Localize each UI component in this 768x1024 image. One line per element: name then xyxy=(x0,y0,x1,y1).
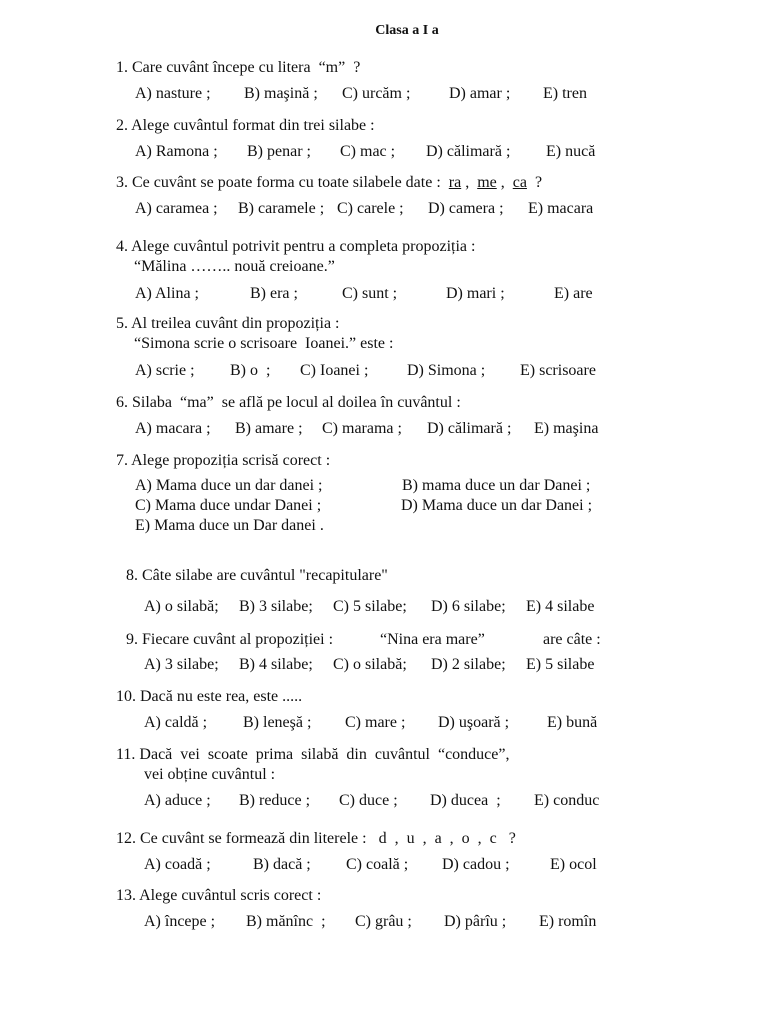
option-e: E) maşina xyxy=(534,420,599,437)
option-a: A) scrie ; xyxy=(135,362,195,379)
option-b: B) penar ; xyxy=(247,143,311,160)
option-c: C) Mama duce undar Danei ; xyxy=(135,497,322,514)
option-b: B) 4 silabe; xyxy=(239,656,313,673)
option-e: E) nucă xyxy=(546,143,596,160)
option-d: D) cadou ; xyxy=(442,856,510,873)
question-9-suffix: are câte : xyxy=(543,631,601,648)
option-c: C) carele ; xyxy=(337,200,404,217)
option-b: B) leneşă ; xyxy=(243,714,312,731)
option-d: D) 2 silabe; xyxy=(431,656,506,673)
option-d: D) călimară ; xyxy=(426,143,511,160)
option-d: D) mari ; xyxy=(446,285,505,302)
option-b: B) maşină ; xyxy=(244,85,318,102)
option-c: C) coală ; xyxy=(346,856,409,873)
question-11: 11. Dacă vei scoate prima silabă din cuvântul “conduce”, xyxy=(116,746,510,763)
option-e: E) macara xyxy=(528,200,594,217)
option-d: D) Mama duce un dar Danei ; xyxy=(401,497,593,514)
option-c: C) urcăm ; xyxy=(342,85,411,102)
option-d: D) călimară ; xyxy=(427,420,512,437)
option-b: B) caramele ; xyxy=(238,200,325,217)
option-e: E) 5 silabe xyxy=(526,656,595,673)
option-a: A) nasture ; xyxy=(135,85,211,102)
option-d: D) amar ; xyxy=(449,85,511,102)
question-4: 4. Alege cuvântul potrivit pentru a completa propoziția : xyxy=(116,238,476,255)
question-12: 12. Ce cuvânt se formează din literele : d , u , a , o , c ? xyxy=(116,830,516,847)
option-a: A) macara ; xyxy=(135,420,211,437)
page-title: Clasa a I a xyxy=(375,23,439,38)
option-d: D) camera ; xyxy=(428,200,504,217)
option-d: D) uşoară ; xyxy=(438,714,510,731)
question-1: 1. Care cuvânt începe cu litera “m” ? xyxy=(116,59,361,76)
question-7: 7. Alege propoziția scrisă corect : xyxy=(116,452,331,469)
option-d: D) ducea ; xyxy=(430,792,501,809)
option-a: A) Ramona ; xyxy=(135,143,218,160)
option-b: B) reduce ; xyxy=(239,792,311,809)
option-a: A) începe ; xyxy=(144,913,216,930)
question-11-line2: vei obține cuvântul : xyxy=(144,766,276,783)
option-c: C) o silabă; xyxy=(333,656,407,673)
option-a: A) 3 silabe; xyxy=(144,656,219,673)
question-13: 13. Alege cuvântul scris corect : xyxy=(116,887,322,904)
option-c: C) sunt ; xyxy=(342,285,398,302)
option-c: C) 5 silabe; xyxy=(333,598,407,615)
question-3-text: 3. Ce cuvânt se poate forma cu toate silabele date : xyxy=(116,174,441,191)
option-c: C) mac ; xyxy=(340,143,396,160)
option-d: D) Simona ; xyxy=(407,362,486,379)
question-2: 2. Alege cuvântul format din trei silabe : xyxy=(116,117,375,134)
option-a: A) o silabă; xyxy=(144,598,219,615)
option-a: A) caramea ; xyxy=(135,200,218,217)
option-a: A) Mama duce un dar danei ; xyxy=(135,477,323,494)
option-e: E) 4 silabe xyxy=(526,598,595,615)
option-c: C) marama ; xyxy=(322,420,402,437)
option-e: E) are xyxy=(554,285,593,302)
option-e: E) Mama duce un Dar danei . xyxy=(135,517,324,534)
option-e: E) scrisoare xyxy=(520,362,596,379)
question-8: 8. Câte silabe are cuvântul "recapitulare" xyxy=(126,567,388,584)
syllable-me: me xyxy=(477,174,497,191)
question-5-sentence: “Simona scrie o scrisoare Ioanei.” este : xyxy=(134,335,394,352)
option-a: A) aduce ; xyxy=(144,792,211,809)
question-5: 5. Al treilea cuvânt din propoziția : xyxy=(116,315,340,332)
option-b: B) era ; xyxy=(250,285,298,302)
option-b: B) mănînc ; xyxy=(246,913,326,930)
option-e: E) conduc xyxy=(534,792,600,809)
option-e: E) tren xyxy=(543,85,587,102)
option-c: C) duce ; xyxy=(339,792,398,809)
syllable-ra: ra xyxy=(448,174,462,191)
option-a: A) Alina ; xyxy=(135,285,199,302)
syllable-ca: ca xyxy=(512,174,527,191)
option-c: C) grâu ; xyxy=(355,913,412,930)
question-6: 6. Silaba “ma” se află pe locul al doilea în cuvântul : xyxy=(116,394,461,411)
option-c: C) mare ; xyxy=(345,714,406,731)
question-9-quote: “Nina era mare” xyxy=(380,631,485,648)
option-b: B) amare ; xyxy=(235,420,303,437)
option-b: B) mama duce un dar Danei ; xyxy=(402,477,591,494)
option-c: C) Ioanei ; xyxy=(300,362,369,379)
option-e: E) romîn xyxy=(539,913,597,930)
question-4-sentence: “Mălina …….. nouă creioane.” xyxy=(134,258,335,275)
option-a: A) caldă ; xyxy=(144,714,208,731)
option-b: B) o ; xyxy=(230,362,271,379)
option-e: E) ocol xyxy=(550,856,597,873)
option-b: B) dacă ; xyxy=(253,856,311,873)
question-3: 3. Ce cuvânt se poate forma cu toate silabele date : ra , me , ca ? xyxy=(116,174,543,191)
question-10: 10. Dacă nu este rea, este ..... xyxy=(116,688,303,705)
option-e: E) bună xyxy=(547,714,598,731)
option-a: A) coadă ; xyxy=(144,856,211,873)
option-d: D) 6 silabe; xyxy=(431,598,506,615)
question-9: 9. Fiecare cuvânt al propoziției : xyxy=(126,631,334,648)
option-b: B) 3 silabe; xyxy=(239,598,313,615)
option-d: D) pârîu ; xyxy=(444,913,507,930)
